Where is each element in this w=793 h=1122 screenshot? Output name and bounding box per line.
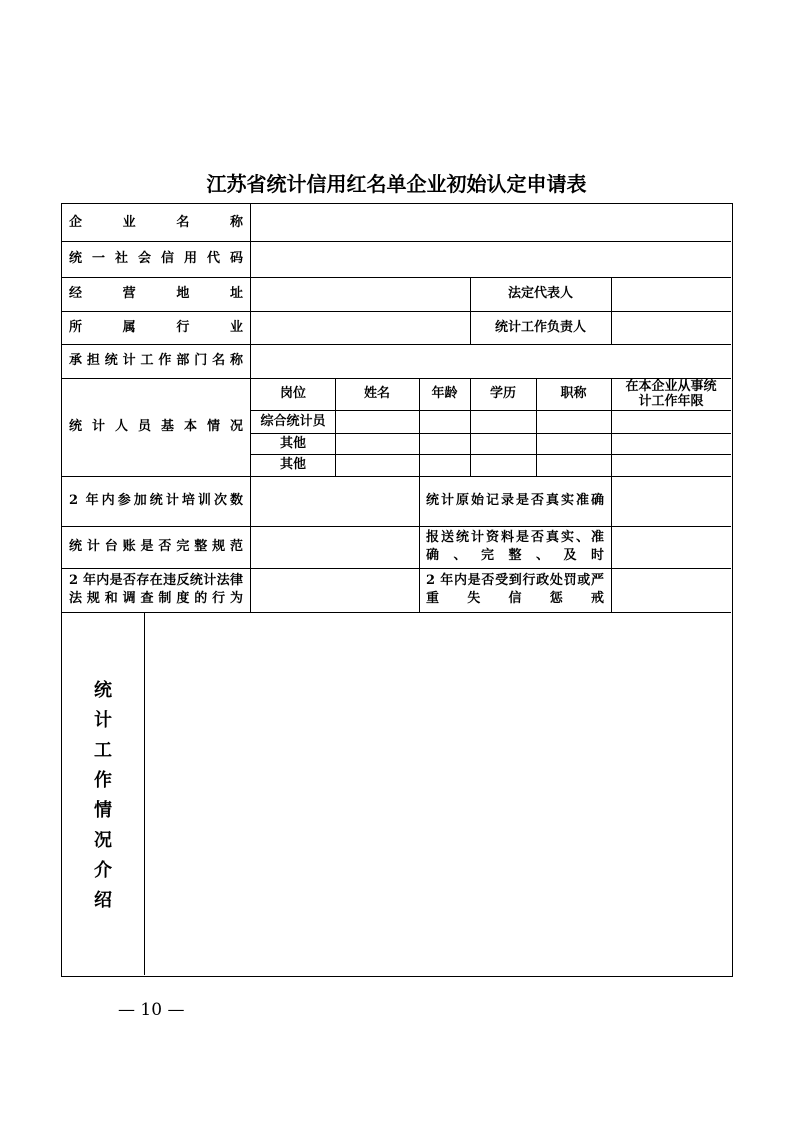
report-field[interactable] <box>611 526 731 568</box>
staff-header-title: 职称 <box>560 386 587 401</box>
address-field[interactable] <box>251 277 470 311</box>
legal-rep-field[interactable] <box>611 277 731 311</box>
training-field[interactable] <box>251 476 419 526</box>
company-name-label: 企业名称 <box>69 214 243 230</box>
violation-label: 2 年内是否存在违反统计法律法规和调查制度的行为 <box>69 573 243 606</box>
training-label: 2 年内参加统计培训次数 <box>69 493 243 508</box>
staff-position-2: 其他 <box>279 435 306 451</box>
dept-name-label: 承担统计工作部门名称 <box>69 353 243 368</box>
penalty-label: 2 年内是否受到行政处罚或严重失信惩戒 <box>426 573 604 606</box>
work-intro-field[interactable] <box>145 613 731 975</box>
stats-head-label: 统计工作负责人 <box>494 319 586 335</box>
address-label: 经营地址 <box>69 286 243 301</box>
staff-header-position: 岗位 <box>279 386 306 401</box>
dept-name-field[interactable] <box>251 344 731 378</box>
staff-info-label: 统计人员基本情况 <box>69 419 243 434</box>
staff-position-1: 综合统计员 <box>260 413 326 429</box>
staff-header-age: 年龄 <box>431 386 458 401</box>
staff-position-3: 其他 <box>279 457 306 472</box>
penalty-field[interactable] <box>611 568 731 612</box>
application-form <box>61 203 733 977</box>
credit-code-label: 统一社会信用代码 <box>69 251 243 266</box>
credit-code-field[interactable] <box>251 241 731 277</box>
records-field[interactable] <box>611 476 731 526</box>
form-title: 江苏省统计信用红名单企业初始认定申请表 <box>206 172 587 196</box>
staff-header-name: 姓名 <box>363 386 390 401</box>
industry-label: 所属行业 <box>69 319 243 335</box>
violation-field[interactable] <box>251 568 419 612</box>
staff-header-education: 学历 <box>489 386 516 401</box>
ledger-label: 统计台账是否完整规范 <box>69 539 243 554</box>
report-label: 报送统计资料是否真实、准确、完整、及时 <box>426 530 604 563</box>
work-intro-label: 统 计 工 作 情 况 介 绍 <box>94 680 112 911</box>
records-label: 统计原始记录是否真实准确 <box>426 493 604 508</box>
stats-head-field[interactable] <box>611 311 731 344</box>
ledger-field[interactable] <box>251 526 419 568</box>
company-name-field[interactable] <box>251 204 731 241</box>
industry-field[interactable] <box>251 311 470 344</box>
staff-header-years: 在本企业从事统计工作年限 <box>625 379 717 409</box>
legal-rep-label: 法定代表人 <box>507 286 573 301</box>
page-number: — 10 — <box>118 1000 185 1020</box>
